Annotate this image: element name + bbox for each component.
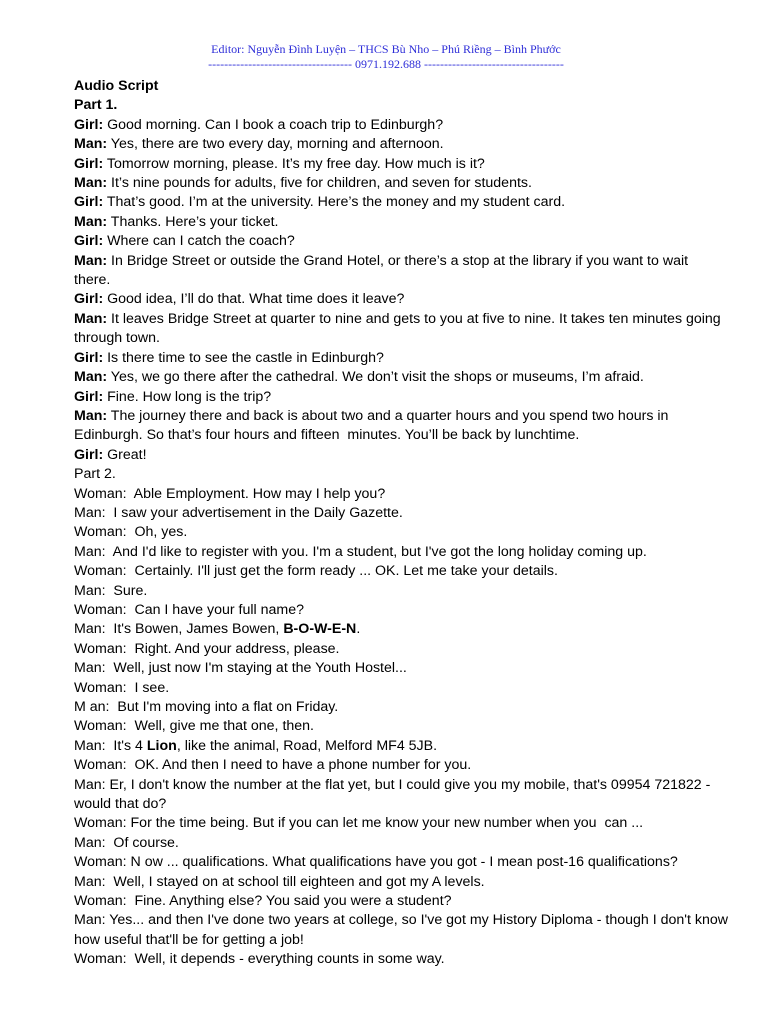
- line-text: Where can I catch the coach?: [103, 233, 295, 250]
- line-text: Thanks. Here’s your ticket.: [107, 213, 279, 230]
- dialogue-line: Woman: Certainly. I'll just get the form ready ... OK. Let me take your details.: [74, 563, 558, 580]
- line-text: Good idea, I’ll do that. What time does it leave?: [103, 291, 405, 308]
- dialogue-line: Man: It's 4 Lion, like the animal, Road, Melford MF4 5JB.: [74, 737, 438, 754]
- line-text: Yes, there are two every day, morning and afternoon.: [107, 136, 444, 153]
- speaker-label: Man:: [74, 175, 108, 192]
- speaker-label: Girl:: [74, 291, 104, 308]
- speaker-label: Man:: [74, 310, 108, 327]
- line-text: Fine. How long is the trip?: [103, 388, 272, 405]
- line-text: It’s nine pounds for adults, five for children, and seven for students.: [107, 175, 532, 192]
- dialogue-line: [74, 252, 728, 291]
- phone-line: ------------------------------------ 0971.192.688 -----------------------------------: [208, 57, 564, 71]
- dialogue-line: M an: But I'm moving into a flat on Friday.: [74, 699, 339, 715]
- speaker-label: Man:: [74, 136, 108, 153]
- line-text: Good morning. Can I book a coach trip to Edinburgh?: [103, 116, 444, 133]
- part2-label: Part 2.: [74, 466, 116, 483]
- dialogue-line: [74, 213, 728, 232]
- editor-line: Editor: Nguyễn Đình Luyện – THCS Bù Nho – Phú Riềng – Bình Phước: [211, 42, 561, 56]
- dialogue-line: [74, 368, 728, 387]
- doc-title: Audio Script: [74, 78, 159, 94]
- line-text: Is there time to see the castle in Edinburgh?: [103, 349, 384, 366]
- speaker-label: Girl:: [74, 194, 104, 211]
- speaker-label: Girl:: [74, 116, 104, 133]
- dialogue-line: Woman: I see.: [74, 679, 170, 696]
- line-text: That’s good. I’m at the university. Here’s the money and my student card.: [103, 194, 566, 211]
- line-text: Tomorrow morning, please. It’s my free day. How much is it?: [103, 155, 485, 172]
- dialogue-line: Woman: Right. And your address, please.: [74, 640, 340, 657]
- dialogue-line: Woman: OK. And then I need to have a phone number for you.: [74, 757, 472, 774]
- dialogue-line: Woman: Well, give me that one, then.: [74, 718, 314, 735]
- line-text: In Bridge Street or outside the Grand Hotel, or there’s a stop at the library if you want to wait there.: [74, 252, 693, 289]
- dialogue-line: [74, 116, 728, 135]
- speaker-label: Girl:: [74, 155, 104, 172]
- line-text: Yes, we go there after the cathedral. We don’t visit the shops or museums, I’m afraid.: [107, 369, 644, 386]
- dialogue-line: [74, 407, 728, 446]
- speaker-label: Man:: [74, 369, 108, 386]
- speaker-label: Man:: [74, 252, 108, 269]
- dialogue-line: [74, 310, 728, 349]
- dialogue-line: [74, 290, 728, 309]
- script-body: [74, 77, 728, 970]
- dialogue-line: [74, 174, 728, 193]
- dialogue-line: Man: Er, I don't know the number at the flat yet, but I could give you my mobile, that's 09954 721822 - would that do?: [74, 776, 711, 813]
- part1-label: Part 1.: [74, 97, 118, 114]
- dialogue-line: Woman: Can I have your full name?: [74, 601, 305, 618]
- dialogue-line: [74, 135, 728, 154]
- dialogue-line: Woman: Fine. Anything else? You said you were a student?: [74, 893, 452, 910]
- dialogue-line: [74, 388, 728, 407]
- dialogue-line: [74, 232, 728, 251]
- speaker-label: Girl:: [74, 388, 104, 405]
- dialogue-line: [74, 193, 728, 212]
- speaker-label: Girl:: [74, 349, 104, 366]
- dialogue-line: [74, 155, 728, 174]
- dialogue-line: Woman: For the time being. But if you can let me know your new number when you can ...: [74, 815, 644, 832]
- dialogue-line: Man: Of course.: [74, 834, 179, 851]
- spelled-name: B-O-W-E-N: [283, 621, 357, 638]
- line-text: Great!: [103, 446, 147, 463]
- dialogue-line: Man: It's Bowen, James Bowen, B-O-W-E-N.: [74, 621, 361, 638]
- dialogue-line: Man: Well, I stayed on at school till eighteen and got my A levels.: [74, 873, 485, 890]
- dialogue-line: Woman: N ow ... qualifications. What qualifications have you got - I mean post-16 qualifications?: [74, 854, 678, 871]
- speaker-label: Girl:: [74, 233, 104, 250]
- dialogue-line: [74, 446, 728, 465]
- dialogue-line: Man: And I'd like to register with you. I'm a student, but I've got the long holiday coming up.: [74, 543, 647, 560]
- speaker-label: Girl:: [74, 446, 104, 463]
- dialogue-line: Woman: Oh, yes.: [74, 524, 188, 541]
- dialogue-line: Man: Yes... and then I've done two years at college, so I've got my History Diploma - though I don't know how useful that'll be for getting a job!: [74, 912, 729, 948]
- street-name: Lion: [146, 737, 177, 754]
- line-text: The journey there and back is about two and a quarter hours and you spend two hours in Edinburgh. So that’s four hours and fifteen minutes. You’ll be back by lunchtime.: [74, 407, 673, 444]
- dialogue-line: Man: Well, just now I'm staying at the Youth Hostel...: [74, 660, 407, 677]
- dialogue-line: Man: I saw your advertisement in the Daily Gazette.: [74, 504, 403, 521]
- part2-dialogue: [74, 485, 728, 970]
- dialogue-line: Woman: Well, it depends - everything counts in some way.: [74, 951, 445, 968]
- page-header: [44, 0, 728, 72]
- dialogue-line: [74, 349, 728, 368]
- speaker-label: Man:: [74, 213, 108, 230]
- dialogue-line: Woman: Able Employment. How may I help you?: [74, 485, 386, 502]
- part1-dialogue: [74, 116, 728, 465]
- speaker-label: Man:: [74, 407, 108, 424]
- line-text: It leaves Bridge Street at quarter to nine and gets to you at five to nine. It takes ten minutes going through town.: [74, 310, 725, 347]
- dialogue-line: Man: Sure.: [74, 582, 148, 599]
